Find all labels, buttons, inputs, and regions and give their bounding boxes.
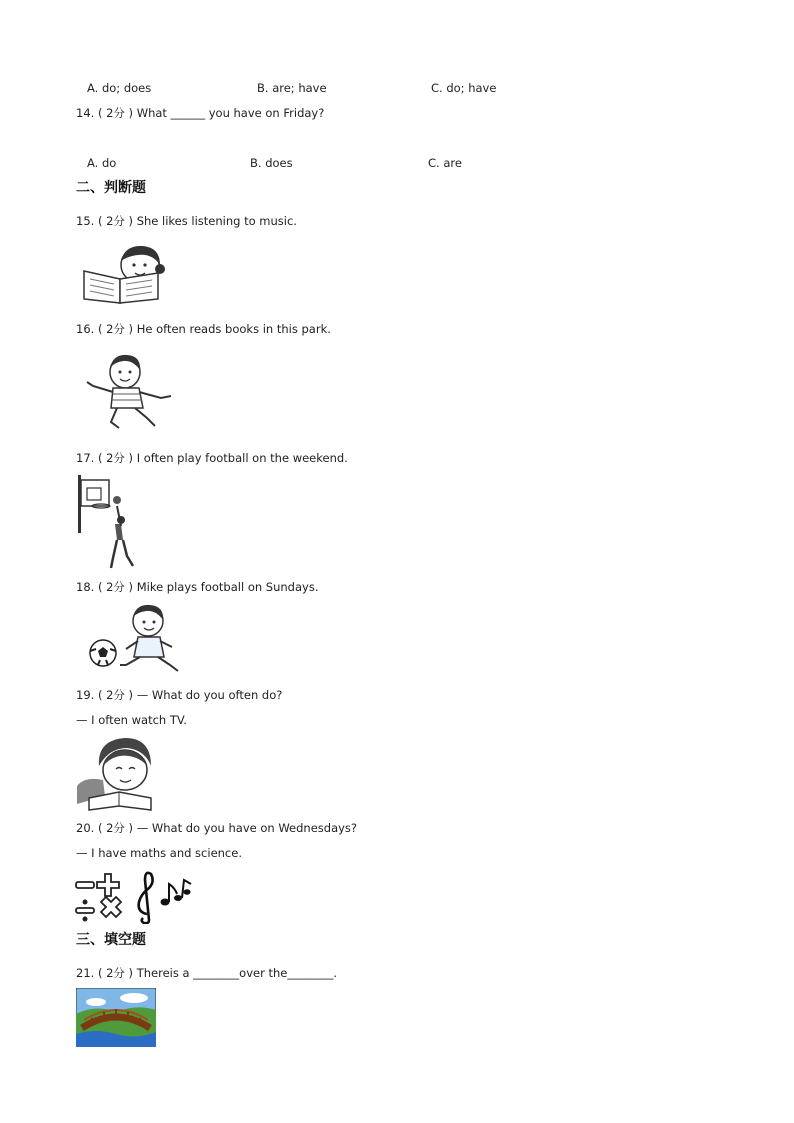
- q13-option-c: C. do; have: [431, 81, 497, 95]
- q15-question: 15. ( 2分 ) She likes listening to music.: [76, 214, 297, 228]
- girl-reading-illustration: [80, 243, 172, 305]
- q20-question: 20. ( 2分 ) — What do you have on Wednesdays?: [76, 821, 358, 835]
- maths-music-symbols-illustration: [75, 868, 193, 924]
- section-heading-judgement: 二、判断题: [76, 180, 146, 196]
- basketball-player-illustration: [77, 474, 139, 572]
- q13-option-a: A. do; does: [87, 81, 152, 95]
- music-notes-icon: [139, 873, 191, 923]
- girl-watching-tv-illustration: [75, 736, 155, 812]
- q16-question: 16. ( 2分 ) He often reads books in this park.: [76, 322, 331, 336]
- boy-running-illustration: [83, 352, 178, 432]
- q13-option-b: B. are; have: [257, 81, 327, 95]
- q21-question: 21. ( 2分 ) Thereis a ________over the________.: [76, 966, 338, 980]
- q14-option-b: B. does: [250, 156, 293, 170]
- q14-option-a: A. do: [87, 156, 117, 170]
- q18-question: 18. ( 2分 ) Mike plays football on Sundays.: [76, 580, 319, 594]
- q17-question: 17. ( 2分 ) I often play football on the weekend.: [76, 451, 348, 465]
- bridge-over-river-illustration: [76, 988, 156, 1047]
- section-heading-fill-blank: 三、填空题: [76, 932, 146, 948]
- q14-question: 14. ( 2分 ) What ______ you have on Friday?: [76, 106, 325, 120]
- maths-symbols-icon: [76, 874, 121, 922]
- q19-answer: — I often watch TV.: [76, 713, 187, 727]
- q19-question: 19. ( 2分 ) — What do you often do?: [76, 688, 283, 702]
- q14-option-c: C. are: [428, 156, 462, 170]
- q20-answer: — I have maths and science.: [76, 846, 242, 860]
- boy-football-illustration: [88, 603, 183, 675]
